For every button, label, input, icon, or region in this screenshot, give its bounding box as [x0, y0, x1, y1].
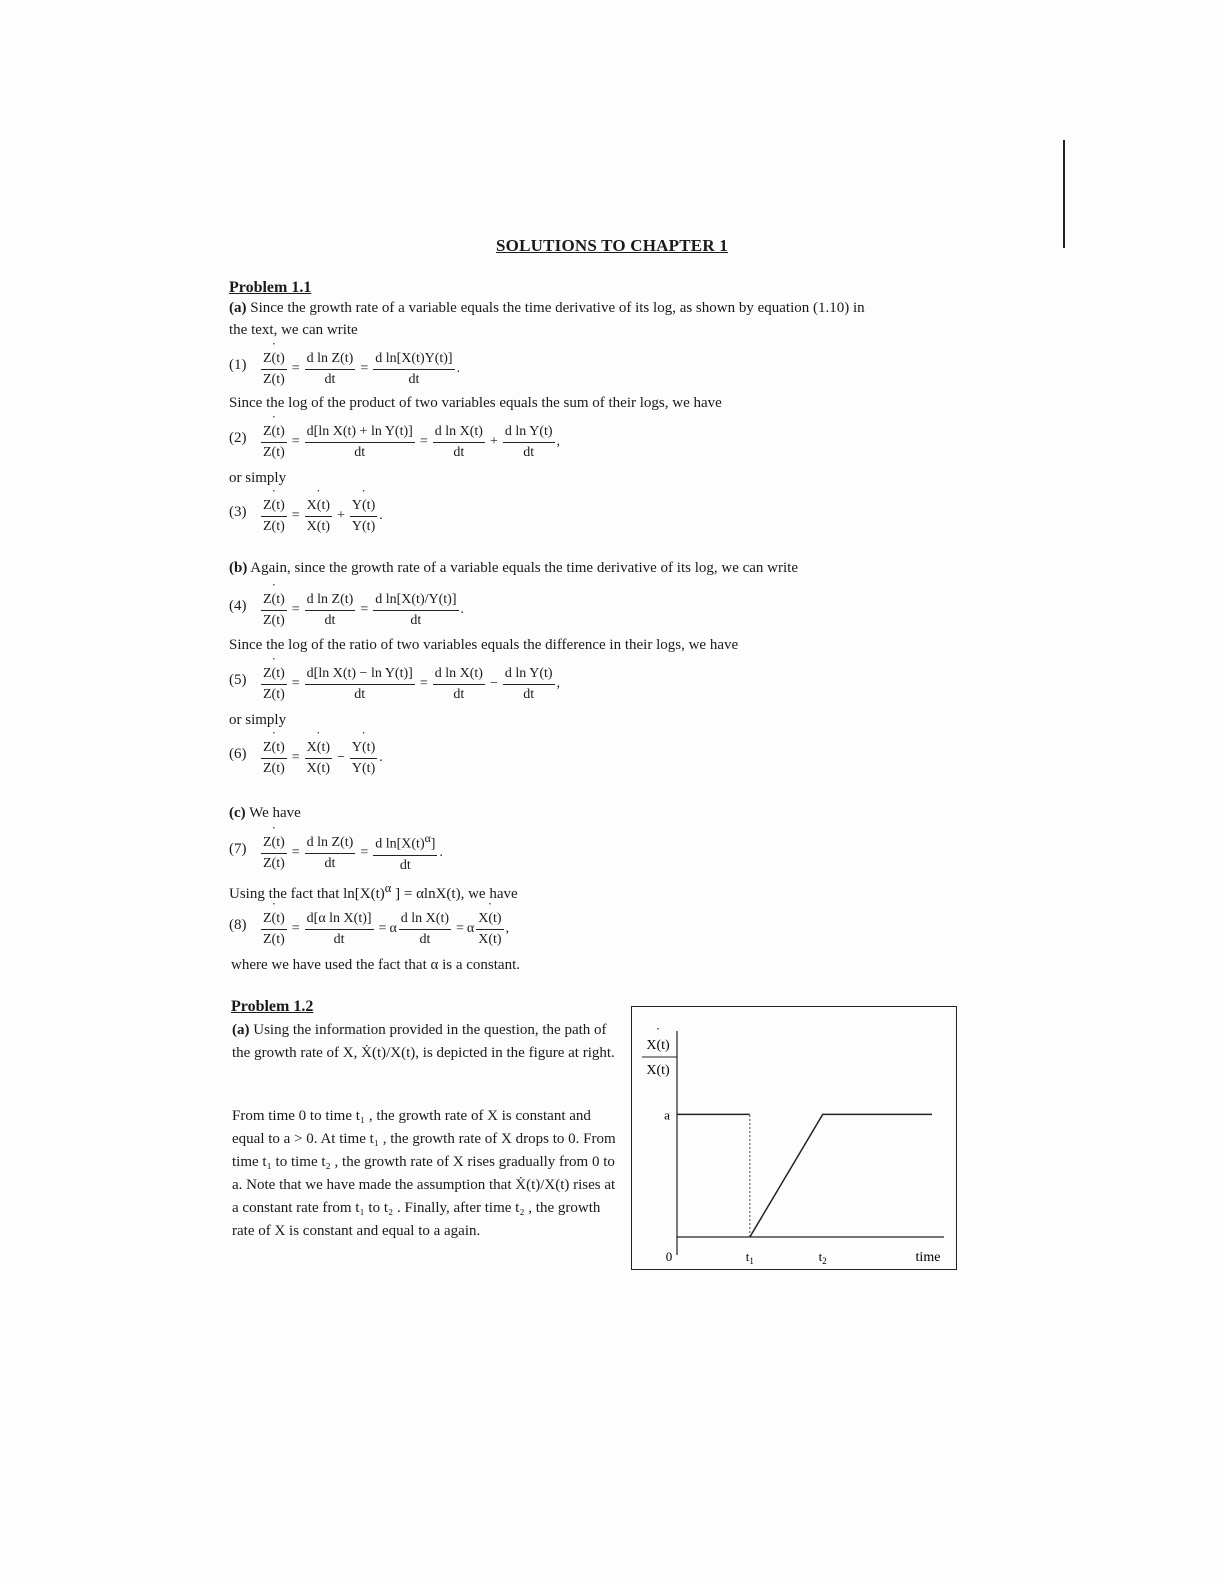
- y-label-numerator: X(t): [646, 1038, 670, 1053]
- page-title: SOLUTIONS TO CHAPTER 1: [496, 236, 728, 255]
- equation-end: ,: [556, 676, 561, 691]
- term-numerator: ˙ X(t): [307, 740, 330, 755]
- term-denominator: Y(t): [351, 518, 376, 534]
- term-denominator: dt: [523, 686, 535, 702]
- problem-1-1-heading: Problem 1.1: [229, 279, 312, 296]
- term-numerator: ˙ Z(t): [263, 351, 285, 366]
- sentence-9: where we have used the fact that α is a constant.: [231, 957, 520, 973]
- term-denominator: dt: [354, 444, 366, 460]
- sentence-3: or simply: [229, 470, 287, 486]
- part-c-label: (c): [229, 805, 246, 821]
- sentence-2: Since the log of the product of two variables equals the sum of their logs, we have: [229, 395, 722, 411]
- part-b-line-1: Again, since the growth rate of a variable equals the time derivative of its log, we can write: [250, 560, 799, 576]
- equation-end: .: [456, 361, 461, 376]
- problem-1-2-heading: Problem 1.2: [231, 998, 314, 1015]
- term-denominator: dt: [410, 612, 422, 628]
- term-denominator: dt: [399, 857, 411, 873]
- term-denominator: X(t): [306, 518, 330, 534]
- term-numerator: d ln[X(t): [375, 836, 425, 852]
- equation-end: .: [379, 750, 383, 765]
- equation-end: .: [460, 602, 464, 617]
- term-denominator: Z(t): [263, 518, 285, 534]
- term-denominator: dt: [453, 444, 465, 460]
- term-denominator: Z(t): [263, 686, 285, 702]
- term-denominator: Z(t): [263, 444, 285, 460]
- x-tick-label-0: 0: [665, 1249, 673, 1264]
- paragraph-text: Using the information provided in the question, the path of the growth rate of X, Ẋ(t)/X(t), is depicted in the figure at right.: [232, 1022, 615, 1061]
- term-numerator: d ln Y(t): [503, 666, 555, 685]
- term-numerator: d ln X(t): [433, 424, 485, 443]
- equation-end: ,: [505, 921, 510, 936]
- alpha-coefficient: α: [389, 921, 397, 936]
- part-c-intro: [229, 805, 301, 822]
- equation-number: (4): [229, 598, 247, 614]
- equation-number: (7): [229, 841, 247, 857]
- part-b-intro: [229, 560, 798, 577]
- term-numerator: ˙ Z(t): [263, 835, 285, 850]
- term-numerator: ˙ Z(t): [263, 498, 285, 513]
- term-numerator: ˙ Z(t): [263, 740, 285, 755]
- term-numerator: ˙ Y(t): [352, 498, 375, 513]
- part-a-label: (a): [232, 1022, 250, 1038]
- part-a-label: (a): [229, 300, 247, 316]
- term-numerator: d ln Z(t): [305, 835, 356, 854]
- equation-number: (8): [229, 917, 247, 933]
- term-numerator: ˙ Z(t): [263, 424, 285, 439]
- equation-end: .: [439, 845, 443, 860]
- sentence-6: or simply: [229, 712, 287, 728]
- term-denominator: X(t): [306, 760, 330, 776]
- term-numerator: ˙ Z(t): [263, 592, 285, 607]
- part-a-intro: [229, 300, 865, 317]
- part-a-line-2: the text, we can write: [229, 322, 358, 338]
- x-tick-label-t1: $t_1$: [745, 1249, 754, 1266]
- term-denominator: Z(t): [263, 760, 285, 776]
- term-denominator: X(t): [478, 931, 502, 947]
- term-denominator: Z(t): [263, 612, 285, 628]
- margin-rule: [1063, 140, 1065, 248]
- term-denominator: dt: [324, 612, 336, 628]
- term-numerator: d ln X(t): [433, 666, 485, 685]
- term-numerator: d[α ln X(t)]: [305, 911, 374, 930]
- exponent: α: [384, 881, 392, 895]
- part-a-line-1: Since the growth rate of a variable equals the time derivative of its log, as shown by equation (1.10) in: [250, 300, 865, 316]
- term-denominator: Z(t): [263, 855, 285, 871]
- term-denominator: dt: [333, 931, 345, 947]
- growth-rate-chart: [632, 1007, 956, 1269]
- term-denominator: dt: [324, 855, 336, 871]
- term-denominator: dt: [354, 686, 366, 702]
- equation-number: (5): [229, 672, 247, 688]
- part-c-line-1: We have: [249, 805, 301, 821]
- growth-rate-line-segment-2: [750, 1114, 932, 1237]
- term-numerator-end: ]: [430, 836, 436, 852]
- exponent: α: [424, 832, 431, 846]
- equation-number: (1): [229, 357, 247, 373]
- term-numerator: d[ln X(t) − ln Y(t)]: [305, 666, 415, 685]
- equation-number: (6): [229, 746, 247, 762]
- term-denominator: dt: [408, 371, 420, 387]
- term-denominator: Z(t): [263, 931, 285, 947]
- term-numerator: ˙ Y(t): [352, 740, 375, 755]
- term-numerator: d[ln X(t) + ln Y(t)]: [305, 424, 415, 443]
- y-label-numerator-dot: ˙: [655, 1026, 661, 1041]
- problem-1-2-paragraph-2: From time 0 to time t₁ , the growth rate of X is constant and equal to a > 0. At time t₁ , the growth rate of X drops to 0. From time t₁ to time t₂ , the growth rate of X rises gradually from 0 to a. Note that we have made the assumption that Ẋ(t)/X(t) rises at a constant rate from t₁ to t₂ . Finally, after time t₂ , the growth rate of X is constant and equal to a again.: [232, 1108, 616, 1239]
- y-tick-label-a: a: [664, 1107, 670, 1123]
- part-b-label: (b): [229, 560, 248, 576]
- term-denominator: dt: [419, 931, 431, 947]
- equation-number: (3): [229, 504, 247, 520]
- equation-end: .: [379, 508, 383, 523]
- equation-end: ,: [556, 434, 561, 449]
- term-denominator: dt: [453, 686, 465, 702]
- growth-rate-figure: [631, 1006, 957, 1270]
- term-denominator: Z(t): [263, 371, 285, 387]
- term-denominator: dt: [523, 444, 535, 460]
- term-numerator: ˙ X(t): [478, 911, 501, 926]
- sentence-8-part-1: Using the fact that ln[X(t): [229, 886, 385, 902]
- y-label-denominator: X(t): [646, 1063, 670, 1078]
- term-numerator: d ln X(t): [399, 911, 451, 930]
- problem-1-2-paragraph-1: [232, 1019, 622, 1065]
- alpha-coefficient: α: [466, 921, 475, 936]
- term-numerator: d ln[X(t)Y(t)]: [373, 351, 454, 370]
- sentence-5: Since the log of the ratio of two variables equals the difference in their logs, we have: [229, 637, 739, 653]
- term-numerator: ˙ Z(t): [263, 666, 285, 681]
- equation-number: (2): [229, 430, 247, 446]
- x-tick-label-t2: $t_2$: [818, 1249, 827, 1266]
- x-axis-label: time: [915, 1250, 941, 1265]
- term-numerator: d ln Z(t): [305, 592, 356, 611]
- term-numerator: d ln Z(t): [305, 351, 356, 370]
- term-numerator: ˙ X(t): [307, 498, 330, 513]
- term-denominator: Y(t): [351, 760, 376, 776]
- term-numerator: d ln[X(t)/Y(t)]: [373, 592, 458, 611]
- term-numerator: d ln Y(t): [503, 424, 555, 443]
- term-numerator: ˙ Z(t): [263, 911, 285, 926]
- term-denominator: dt: [324, 371, 336, 387]
- sentence-8-part-2: ] = αlnX(t), we have: [391, 886, 518, 902]
